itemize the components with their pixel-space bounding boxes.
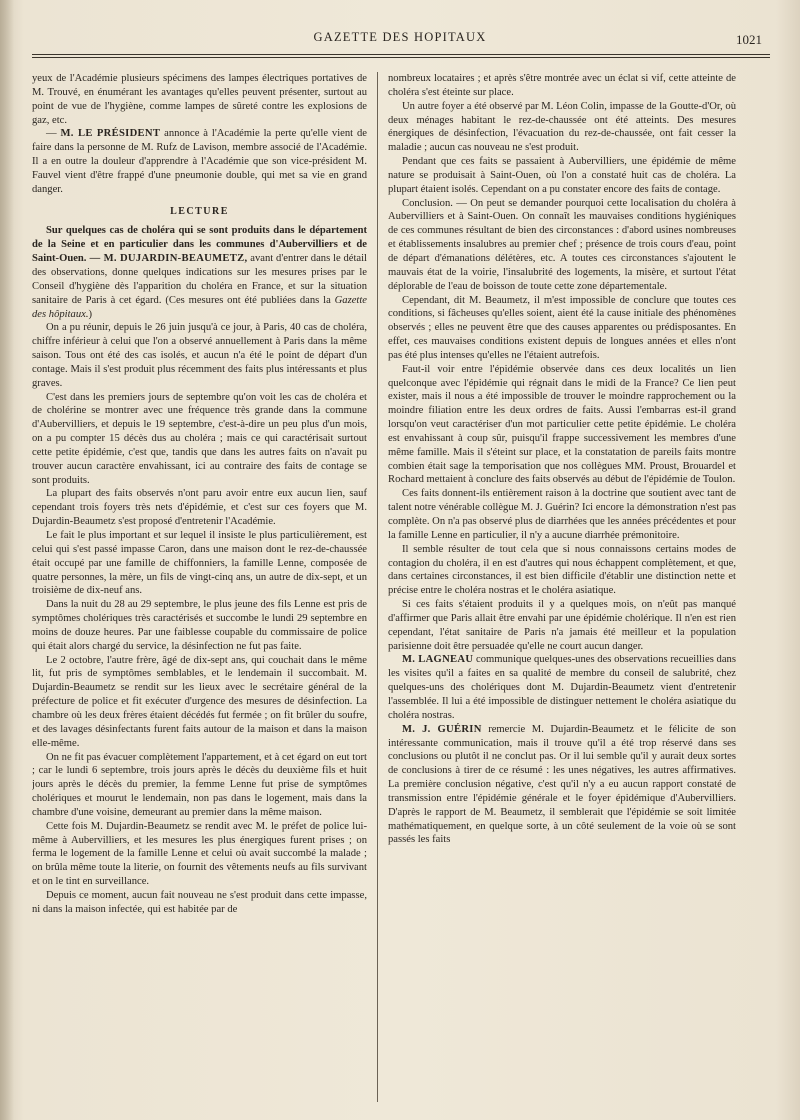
paragraph: On a pu réunir, depuis le 26 juin jusqu'à ce jour, à Paris, 40 cas de choléra, chiffre inférieur à celui que l'on a observé annuellement à Paris dans la même saison. Tous ont été des cas isolés, et aucun n'a été le point de départ d'un contage. Mais il s'est produit plus récemment des faits plus intéressants et plus graves. (32, 322, 367, 389)
paragraph: Pendant que ces faits se passaient à Aubervilliers, une épidémie de même nature se produisait à Saint-Ouen, où l'on a constaté huit cas de choléra. La plupart étaient isolés. Cependant on a pu constater encore des faits de contage. (388, 156, 736, 195)
column-divider (377, 72, 378, 1102)
paragraph: Le 2 octobre, l'autre frère, âgé de dix-sept ans, qui couchait dans le même lit, fut pris de symptômes semblables, et le lendemain il succombait. M. Dujardin-Beaumetz se rendit sur les lieux avec le secrétaire général de la préfecture de police et fit exécuter d'urgence des mesures de désinfection. La chambre où les deux frères étaient décédés fut fermée ; on fit brûler du soufre, et des lavages désinfectants furent faits autour de la maison et dans la maison elle-même. (32, 654, 367, 749)
speaker-name: M. LAGNEAU (402, 654, 474, 666)
speaker-name: — M. DUJARDIN-BEAUMETZ, (86, 253, 248, 265)
paragraph (32, 224, 367, 321)
paragraph: Cette fois M. Dujardin-Beaumetz se rendit avec M. le préfet de police lui-même à Aubervilliers, et les mesures les plus énergiques furent prises ; on ferma le logement de la famille Lenne et celui où avait succombé la malade ; on brûla même toute la literie, on fournit des vêtements neufs au fils survivant et on le tint en surveillance. (32, 820, 367, 888)
paragraph: Le fait le plus important et sur lequel il insiste le plus particulièrement, est celui qui s'est passé impasse Caron, dans une maison dont le rez-de-chaussée était occupé par une famille de chiffonniers, la famille Lenne, composée de quatre personnes, la mère, un fils de vingt-cinq ans, un autre de dix-sept, et un troisième de dix-neuf ans. (32, 530, 367, 597)
paragraph: Conclusion. — On peut se demander pourquoi cette localisation du choléra à Aubervilliers et à Saint-Ouen. On connaît les mauvaises conditions hygiéniques de ces communes résultant de bien des circonstances : d'abord usines nombreuses et établissements insalubres au premier chef ; présence de trois cours d'eau, point de départ d'émanations délétères, etc. A toutes ces circonstances s'ajoutent le mauvais état de la voirie, l'insalubrité des logements, la misère, et surtout l'état déplorable de l'eau de boisson de toute cette zone départementale. (388, 197, 736, 292)
paragraph: Il semble résulter de tout cela que si nous connaissons certains modes de contagion du choléra, il en est d'autres qui nous échappent complètement, et que, dans certaines circonstances, il est bien difficile d'établir une distinction nette et précise entre le choléra nostras et le choléra asiatique. (388, 543, 736, 597)
paragraph (388, 723, 736, 848)
paragraph-text-end: ) (88, 308, 93, 320)
paragraph: — M. LE PRÉSIDENT annonce à l'Académie la perte qu'elle vient de faire dans la personne de M. Rufz de Lavison, membre associé de l'Académie. Il a en outre la douleur d'apprendre à l'Académie que son vice-président M. Fauvel vient d'être frappé d'une pneumonie double, qui met sa vie en grand danger. (32, 128, 367, 195)
journal-name: Gazette des hôpitaux. (32, 294, 367, 320)
paragraph-text: avant d'entrer dans le détail des observations, donne quelques indications sur les mesures prises par le Conseil d'hygiène dès l'apparition du choléra en France, et sur la situation sanitaire de Paris à cet égard. (Ces mesures ont été publiées dans la (32, 253, 367, 306)
paragraph-text: annonce à l'Académie la perte qu'elle vient de faire dans la personne de M. Rufz de Lavison, membre associé de l'Académie. Il a en outre la douleur d'apprendre à l'Académie que son vice-président M. Fauvel vient d'être frappé d'une pneumonie double, qui met sa vie en grand danger. (32, 128, 367, 195)
paragraph (388, 653, 736, 722)
paragraph-text: communique quelques-unes des observations recueillies dans les visites qu'il a faites en sa qualité de membre du conseil de salubrité, chez quelques-uns des cholériques dont M. Dujardin-Beaumetz vient d'entretenir l'assemblée. Il lui a été impossible de distinguer nettement le choléra asiatique du choléra nostras. (388, 654, 736, 721)
paragraph: La plupart des faits observés n'ont paru avoir entre eux aucun lien, sauf cependant trois foyers très nets d'épidémie, et c'est sur ces foyers que M. Dujardin-Beaumetz s'est proposé d'entretenir l'Académie. (32, 488, 367, 528)
running-head: GAZETTE DES HOPITAUX (313, 30, 487, 44)
page-header (30, 30, 770, 52)
paragraph: Faut-il voir entre l'épidémie observée dans ces deux localités un lien quelconque avec l'épidémie qui régnait dans le midi de la France? Ce lien peut exister, mais il nous a été impossible de trouver le moindre rapprochement ou la moindre filiation entre les deux ordres de faits. Aussi l'embarras est-il grand lorsqu'on veut caractériser d'un mot particulier cette petite épidémie. Le choléra est envahissant à coup sûr, puisqu'il frappe successivement les membres d'une même famille. Mais il s'éteint sur place, et la constatation de pareils faits montre combien était sage la temporisation que nos collègues MM. Proust, Brouardel et Rochard mettaient à conclure des faits observés au début de l'épidémie de Toulon. (388, 363, 736, 486)
paragraph-text: remercie M. Dujardin-Beaumetz et le félicite de son intéressante communication, mais il trouve qu'il a été trop réservé dans ses conclusions ou plutôt il ne conclut pas. Or il lui semble qu'il y aurait deux sortes de conclusions à tirer de ce résumé : les unes négatives, les autres affirmatives. La première conclusion négative, c'est qu'il n'y a eu aucun rapport constaté de transmission entre l'épidémie générale et le foyer épidémique d'Aubervilliers. D'après le rapport de M. Beaumetz, il semblerait que l'épidémie se soit limitée mathématiquement, en quelque sorte, à un côté seulement de la voie où se sont passés les faits (388, 723, 736, 846)
paragraph: Si ces faits s'étaient produits il y a quelques mois, on n'eût pas manqué d'affirmer que Paris allait être envahi par une épidémie cholérique. Il n'en est rien cependant, l'état sanitaire de Paris n'a jamais été meilleur et la population parisienne doit être persuadée qu'elle ne court aucun danger. (388, 599, 736, 652)
left-column (32, 72, 367, 1102)
section-title: LECTURE (170, 205, 229, 217)
page-number: 1021 (736, 32, 762, 47)
paragraph: Cependant, dit M. Beaumetz, il m'est impossible de conclure que toutes ces conditions, si fâcheuses qu'elles soient, aient été la cause initiale des phénomènes observés ; elles ne peuvent être que des causes apparentes ou prédisposantes. En effet, ces mauvaises conditions existent depuis de longues années et elles n'ont pas été plus intenses qu'elles ne l'étaient autrefois. (388, 294, 736, 361)
speaker-name: M. LE PRÉSIDENT (60, 128, 161, 140)
paragraph: Un autre foyer a été observé par M. Léon Colin, impasse de la Goutte-d'Or, où deux ménages habitant le rez-de-chaussée ont été atteints. Des mesures énergiques de désinfection, l'évacuation du rez-de-chaussée, ont fait cesser la maladie ; aucun cas nouveau ne s'est produit. (388, 100, 736, 154)
article-title: Sur quelques cas de choléra qui se sont produits dans le département de la Seine et en particulier dans les communes d'Aubervilliers et de Saint-Ouen. (32, 225, 367, 265)
header-rule-secondary (32, 57, 770, 58)
right-column (388, 72, 736, 1102)
paragraph: Dans la nuit du 28 au 29 septembre, le plus jeune des fils Lenne est pris de symptômes cholériques très caractérisés et succombe le lundi 29 septembre en moins de douze heures. Par une faiblesse coupable du commissaire de police qui était alors chargé du service, la désinfection ne fut pas faite. (32, 599, 367, 652)
paragraph: On ne fit pas évacuer complètement l'appartement, et à cet égard on eut tort ; car le lundi 6 septembre, trois jours après le décès du deuxième fils et huit jours après le décès du premier, la femme Lenne fut prise de symptômes cholériques et mourut le lendemain, non pas dans le logement, mais dans la chambre d'une voisine, demeurant au premier dans la même maison. (32, 751, 367, 818)
paragraph: nombreux locataires ; et après s'être montrée avec un éclat si vif, cette atteinte de choléra s'est éteinte sur place. (388, 73, 736, 98)
page-fold-shadow (0, 0, 14, 1120)
header-rule (32, 54, 770, 55)
speaker-name: M. J. GUÉRIN (402, 723, 482, 735)
paragraph: yeux de l'Académie plusieurs spécimens des lampes électriques portatives de M. Trouvé, en énumérant les avantages qu'elles peuvent présenter, surtout au point de vue de l'hygiène, comme lampes de sûreté contre les explosions de gaz, etc. (32, 73, 367, 126)
paragraph: C'est dans les premiers jours de septembre qu'on voit les cas de choléra et de cholérine se montrer avec une fréquence très grande dans la commune d'Aubervilliers, et depuis le 19 septembre, c'est-à-dire un peu plus d'un mois, on a pu compter 15 décès dus au choléra ; mais ce qui caractérisait surtout cette petite épidémie, c'est que, tandis que dans les autres faits on n'avait pu trouver aucun caractère envahissant, ici au contraire des faits de contage se sont produits. (32, 391, 367, 486)
paragraph: Ces faits donnent-ils entièrement raison à la doctrine que soutient avec tant de talent notre vénérable collègue M. J. Guérin? Ici encore la démonstration n'est pas complète. On n'a pas observé plus de diarrhées que les années précédentes et pour la famille Lenne en particulier, il n'y a aucune diarrhée prémonitoire. (388, 488, 736, 541)
paragraph: Depuis ce moment, aucun fait nouveau ne s'est produit dans cette impasse, ni dans la maison infectée, qui est habitée par de (32, 889, 367, 915)
